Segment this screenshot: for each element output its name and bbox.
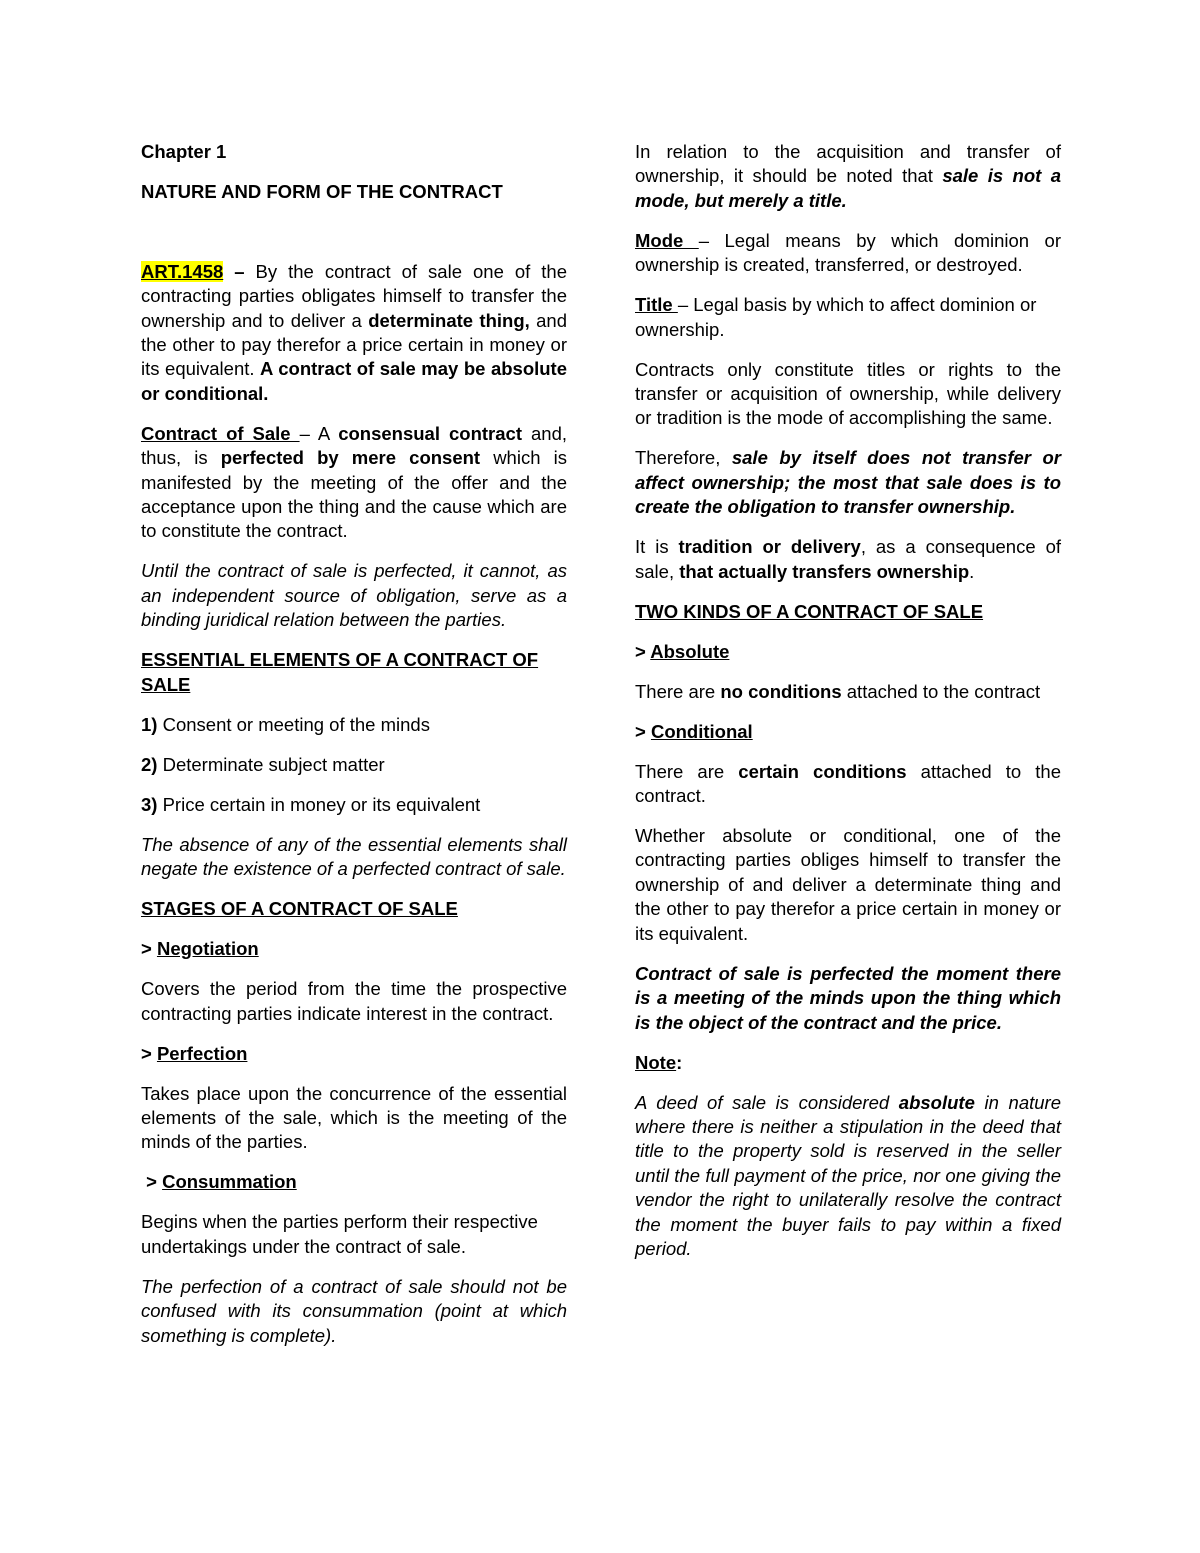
kind-heading-conditional: > Conditional	[635, 720, 753, 742]
element-item: 2) Determinate subject matter	[141, 753, 385, 775]
essential-elements-heading: ESSENTIAL ELEMENTS OF A CONTRACT OF SALE	[141, 649, 539, 695]
two-kinds-heading: TWO KINDS OF A CONTRACT OF SALE	[635, 600, 984, 622]
until-perfected-note: Until the contract of sale is perfected, it cannot, as an independent source of obligation, serve as a binding juridical relation between the parties.	[141, 560, 567, 631]
intro-paragraph: In relation to the acquisition and transfer of ownership, it should be noted that sale is not a mode, but merely a title.	[635, 141, 1061, 211]
contract-of-sale-definition: Contract of Sale – A consensual contract and, thus, is perfected by mere consent which is manifested by the meeting of the offer and the acceptance upon the thing and the cause which are to constitute the contract.	[141, 422, 567, 542]
whether-paragraph: Whether absolute or conditional, one of the contracting parties obliges himself to transfer the ownership of and deliver a determinate thing and the other to pay therefor a price certain in money or its equivalent.	[635, 825, 1061, 944]
contracts-only-paragraph: Contracts only constitute titles or rights to the transfer or acquisition of ownership, while delivery or tradition is the mode of accomplishing the same.	[635, 358, 1061, 429]
mode-definition: Mode – Legal means by which dominion or ownership is created, transferred, or destroyed.	[635, 229, 1061, 276]
chapter-label: Chapter 1	[141, 141, 227, 162]
chapter-title: NATURE AND FORM OF THE CONTRACT	[141, 181, 503, 203]
kind-description: There are no conditions attached to the contract	[635, 680, 1041, 702]
note-heading: Note:	[635, 1051, 683, 1073]
contract-of-sale-label: Contract of Sale	[141, 422, 300, 444]
stage-description: Takes place upon the concurrence of the essential elements of the sale, which is the meeting of the minds of the parties.	[141, 1082, 567, 1153]
element-item: 3) Price certain in money or its equivalent	[141, 793, 481, 815]
perfection-vs-consummation-note: The perfection of a contract of sale should not be confused with its consummation (point at which something is complete).	[141, 1275, 567, 1346]
kind-description: There are certain conditions attached to the contract.	[635, 760, 1062, 807]
stage-heading-consummation: > Consummation	[141, 1171, 297, 1193]
art-1458-paragraph: ART.1458 – By the contract of sale one of the contracting parties obligates himself to transfer the ownership and to deliver a determinate thing, and the other to pay therefor a price certain in money or its equivalent. A contract of sale may be absolute or conditional.	[141, 260, 568, 404]
kind-heading-absolute: > Absolute	[635, 640, 730, 662]
note-paragraph: A deed of sale is considered absolute in nature where there is neither a stipulation in the deed that title to the property sold is reserved in the seller until the full payment of the price, nor one giving the vendor the right to unilaterally resolve the contract the moment the buyer fails to pay within a fixed period.	[635, 1091, 1061, 1259]
left-column	[141, 140, 567, 1364]
title-label: Title	[635, 294, 678, 316]
right-column	[635, 140, 1061, 1277]
absence-note: The absence of any of the essential elements shall negate the existence of a perfected contract of sale.	[141, 833, 567, 880]
tradition-paragraph: It is tradition or delivery, as a consequence of sale, that actually transfers ownership.	[635, 536, 1061, 582]
stage-description: Begins when the parties perform their respective undertakings under the contract of sale.	[141, 1211, 538, 1257]
stage-heading-perfection: > Perfection	[141, 1042, 248, 1064]
perfected-moment-paragraph: Contract of sale is perfected the moment there is a meeting of the minds upon the thing which is the object of the contract and the price.	[635, 962, 1061, 1033]
element-item: 1) Consent or meeting of the minds	[141, 713, 430, 735]
mode-label: Mode	[635, 229, 699, 251]
therefore-paragraph: Therefore, sale by itself does not transfer or affect ownership; the most that sale does is to create the obligation to transfer ownership.	[635, 447, 1061, 518]
stage-heading-negotiation: > Negotiation	[141, 938, 259, 960]
title-definition: Title – Legal basis by which to affect dominion or ownership.	[635, 294, 1037, 340]
stage-description: Covers the period from the time the prospective contracting parties indicate interest in the contract.	[141, 978, 567, 1024]
stages-heading: STAGES OF A CONTRACT OF SALE	[141, 898, 458, 920]
art-1458-label: ART.1458	[141, 260, 224, 282]
